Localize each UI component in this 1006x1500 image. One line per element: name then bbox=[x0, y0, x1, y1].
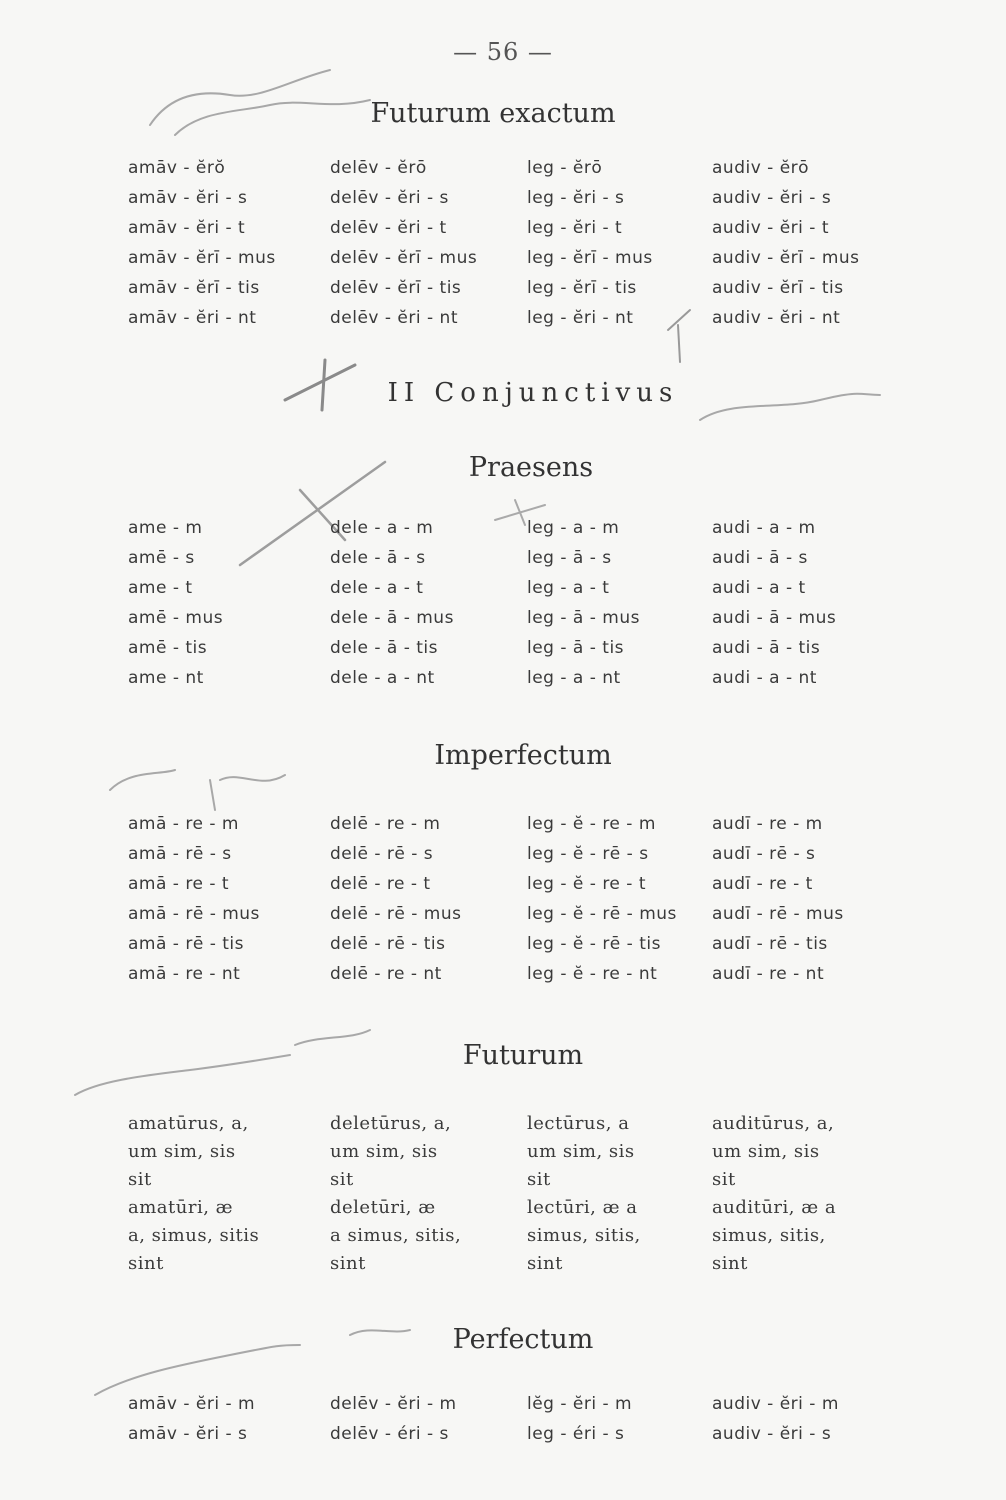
conjugation-cell: audī - re - nt bbox=[712, 964, 825, 984]
table-row bbox=[0, 188, 1006, 218]
heading-imperfectum: Imperfectum bbox=[434, 740, 612, 771]
conjugation-cell: um sim, sis bbox=[712, 1141, 820, 1162]
table-row bbox=[0, 668, 1006, 698]
conjugation-cell: audiv - ĕri - t bbox=[712, 218, 829, 238]
conjugation-cell: amā - re - t bbox=[128, 874, 230, 894]
conjugation-cell: leg - ĕ - rē - s bbox=[527, 844, 649, 864]
conjugation-cell: amāv - ĕrī - mus bbox=[128, 248, 276, 268]
conjugation-cell: amā - rē - tis bbox=[128, 934, 244, 954]
table-row bbox=[0, 548, 1006, 578]
conjugation-cell: delēv - ĕrō bbox=[330, 158, 427, 178]
page-number: — 56 — bbox=[453, 38, 553, 66]
table-row bbox=[0, 1110, 1006, 1140]
conjugation-cell: amē - tis bbox=[128, 638, 208, 658]
conjugation-cell: lĕg - ĕri - m bbox=[527, 1394, 633, 1414]
conjugation-cell: ame - m bbox=[128, 518, 203, 538]
conjugation-cell: leg - ĕ - re - nt bbox=[527, 964, 658, 984]
conjugation-cell: audi - ā - tis bbox=[712, 638, 821, 658]
conjugation-cell: audī - rē - s bbox=[712, 844, 816, 864]
conjugation-cell: audiv - ĕri - m bbox=[712, 1394, 839, 1414]
conjugation-cell: leg - ā - tis bbox=[527, 638, 625, 658]
conjugation-cell: audī - rē - tis bbox=[712, 934, 828, 954]
conjugation-cell: amāv - ĕri - s bbox=[128, 188, 248, 208]
conjugation-cell: auditūri, æ a bbox=[712, 1197, 837, 1218]
table-row bbox=[0, 308, 1006, 338]
conjugation-cell: deletūrus, a, bbox=[330, 1113, 452, 1134]
conjugation-cell: leg - ĕri - nt bbox=[527, 308, 634, 328]
table-row bbox=[0, 1424, 1006, 1454]
conjugation-cell: amā - re - m bbox=[128, 814, 239, 834]
conjugation-cell: amāv - ĕrī - tis bbox=[128, 278, 260, 298]
heading-futurum: Futurum bbox=[462, 1040, 584, 1071]
conjugation-cell: dele - a - m bbox=[330, 518, 434, 538]
conjugation-cell: audi - a - m bbox=[712, 518, 816, 538]
conjugation-cell: delēv - ĕrī - mus bbox=[330, 248, 478, 268]
conjugation-cell: audī - rē - mus bbox=[712, 904, 844, 924]
table-row bbox=[0, 934, 1006, 964]
conjugation-cell: dele - ā - s bbox=[330, 548, 426, 568]
conjugation-cell: amā - re - nt bbox=[128, 964, 241, 984]
table-row bbox=[0, 158, 1006, 188]
conjugation-cell: leg - ĕ - rē - tis bbox=[527, 934, 661, 954]
conjugation-cell: delē - rē - s bbox=[330, 844, 434, 864]
conjugation-cell: audi - ā - s bbox=[712, 548, 808, 568]
conjugation-cell: audiv - ĕri - nt bbox=[712, 308, 841, 328]
conjugation-cell: ame - nt bbox=[128, 668, 204, 688]
conjugation-cell: audiv - ĕrō bbox=[712, 158, 810, 178]
conjugation-cell: delēv - ĕri - s bbox=[330, 188, 449, 208]
conjugation-cell: leg - ĕri - t bbox=[527, 218, 623, 238]
conjugation-cell: delēv - ĕri - nt bbox=[330, 308, 458, 328]
table-row bbox=[0, 1250, 1006, 1280]
conjugation-cell: audī - re - m bbox=[712, 814, 823, 834]
conjugation-cell: delēv - éri - s bbox=[330, 1424, 449, 1444]
table-row bbox=[0, 518, 1006, 548]
conjugation-cell: leg - ĕ - re - m bbox=[527, 814, 656, 834]
conjugation-cell: sint bbox=[128, 1253, 164, 1274]
heading-futurum-exactum: Futurum exactum bbox=[370, 98, 616, 129]
table-row bbox=[0, 1166, 1006, 1196]
conjugation-cell: delēv - ĕri - m bbox=[330, 1394, 457, 1414]
conjugation-cell: um sim, sis bbox=[330, 1141, 438, 1162]
table-row bbox=[0, 578, 1006, 608]
conjugation-cell: sit bbox=[330, 1169, 354, 1190]
conjugation-cell: delēv - ĕrī - tis bbox=[330, 278, 462, 298]
table-row bbox=[0, 814, 1006, 844]
conjugation-cell: dele - a - nt bbox=[330, 668, 435, 688]
conjugation-cell: dele - a - t bbox=[330, 578, 424, 598]
conjugation-cell: sint bbox=[330, 1253, 366, 1274]
conjugation-cell: amāv - ĕri - s bbox=[128, 1424, 248, 1444]
conjugation-cell: leg - a - m bbox=[527, 518, 620, 538]
conjugation-cell: um sim, sis bbox=[527, 1141, 635, 1162]
conjugation-cell: lectūrus, a bbox=[527, 1113, 630, 1134]
conjugation-cell: deletūri, æ bbox=[330, 1197, 436, 1218]
conjugation-cell: amā - rē - mus bbox=[128, 904, 260, 924]
heading-perfectum: Perfectum bbox=[452, 1324, 594, 1355]
conjugation-cell: leg - a - nt bbox=[527, 668, 621, 688]
conjugation-cell: audi - a - t bbox=[712, 578, 806, 598]
conjugation-cell: sit bbox=[527, 1169, 551, 1190]
conjugation-cell: delē - rē - mus bbox=[330, 904, 462, 924]
conjugation-cell: sit bbox=[712, 1169, 736, 1190]
conjugation-cell: simus, sitis, bbox=[527, 1225, 641, 1246]
conjugation-cell: leg - ā - s bbox=[527, 548, 612, 568]
conjugation-cell: simus, sitis, bbox=[712, 1225, 826, 1246]
conjugation-cell: auditūrus, a, bbox=[712, 1113, 835, 1134]
conjugation-cell: audi - ā - mus bbox=[712, 608, 837, 628]
conjugation-cell: amā - rē - s bbox=[128, 844, 232, 864]
table-row bbox=[0, 874, 1006, 904]
conjugation-cell: lectūri, æ a bbox=[527, 1197, 638, 1218]
table-row bbox=[0, 1194, 1006, 1224]
table-row bbox=[0, 638, 1006, 668]
conjugation-cell: leg - ĕrī - tis bbox=[527, 278, 637, 298]
conjugation-cell: delē - re - t bbox=[330, 874, 431, 894]
conjugation-cell: amē - mus bbox=[128, 608, 224, 628]
conjugation-cell: delē - re - nt bbox=[330, 964, 442, 984]
conjugation-cell: audiv - ĕrī - tis bbox=[712, 278, 844, 298]
conjugation-cell: ame - t bbox=[128, 578, 193, 598]
table-row bbox=[0, 608, 1006, 638]
conjugation-cell: dele - ā - tis bbox=[330, 638, 438, 658]
conjugation-cell: amāv - ĕrŏ bbox=[128, 158, 226, 178]
conjugation-cell: amatūri, æ bbox=[128, 1197, 234, 1218]
conjugation-cell: audī - re - t bbox=[712, 874, 813, 894]
conjugation-cell: dele - ā - mus bbox=[330, 608, 454, 628]
conjugation-cell: leg - éri - s bbox=[527, 1424, 625, 1444]
table-row bbox=[0, 1222, 1006, 1252]
conjugation-cell: sit bbox=[128, 1169, 152, 1190]
table-row bbox=[0, 1394, 1006, 1424]
heading-praesens: Praesens bbox=[468, 452, 594, 483]
conjugation-cell: delē - rē - tis bbox=[330, 934, 446, 954]
conjugation-cell: audiv - ĕri - s bbox=[712, 188, 832, 208]
conjugation-cell: a simus, sitis, bbox=[330, 1225, 462, 1246]
conjugation-cell: leg - a - t bbox=[527, 578, 610, 598]
table-row bbox=[0, 218, 1006, 248]
table-row bbox=[0, 844, 1006, 874]
conjugation-cell: sint bbox=[712, 1253, 748, 1274]
table-row bbox=[0, 904, 1006, 934]
conjugation-cell: audiv - ĕri - s bbox=[712, 1424, 832, 1444]
table-row bbox=[0, 278, 1006, 308]
table-row bbox=[0, 248, 1006, 278]
conjugation-cell: amāv - ĕri - t bbox=[128, 218, 246, 238]
heading-conjunctivus: II Conjunctivus bbox=[387, 378, 679, 408]
conjugation-cell: amāv - ĕri - nt bbox=[128, 308, 257, 328]
conjugation-cell: sint bbox=[527, 1253, 563, 1274]
conjugation-cell: delē - re - m bbox=[330, 814, 441, 834]
conjugation-cell: leg - ĕ - re - t bbox=[527, 874, 646, 894]
conjugation-cell: leg - ĕri - s bbox=[527, 188, 625, 208]
conjugation-cell: amatūrus, a, bbox=[128, 1113, 249, 1134]
conjugation-cell: delēv - ĕri - t bbox=[330, 218, 447, 238]
table-row bbox=[0, 1138, 1006, 1168]
conjugation-cell: leg - ĕ - rē - mus bbox=[527, 904, 677, 924]
conjugation-cell: leg - ā - mus bbox=[527, 608, 640, 628]
table-row bbox=[0, 964, 1006, 994]
conjugation-cell: a, simus, sitis bbox=[128, 1225, 260, 1246]
conjugation-cell: um sim, sis bbox=[128, 1141, 236, 1162]
conjugation-cell: leg - ĕrī - mus bbox=[527, 248, 653, 268]
conjugation-cell: amē - s bbox=[128, 548, 195, 568]
conjugation-cell: amāv - ĕri - m bbox=[128, 1394, 256, 1414]
conjugation-cell: audi - a - nt bbox=[712, 668, 817, 688]
conjugation-cell: leg - ĕrō bbox=[527, 158, 603, 178]
conjugation-cell: audiv - ĕrī - mus bbox=[712, 248, 860, 268]
